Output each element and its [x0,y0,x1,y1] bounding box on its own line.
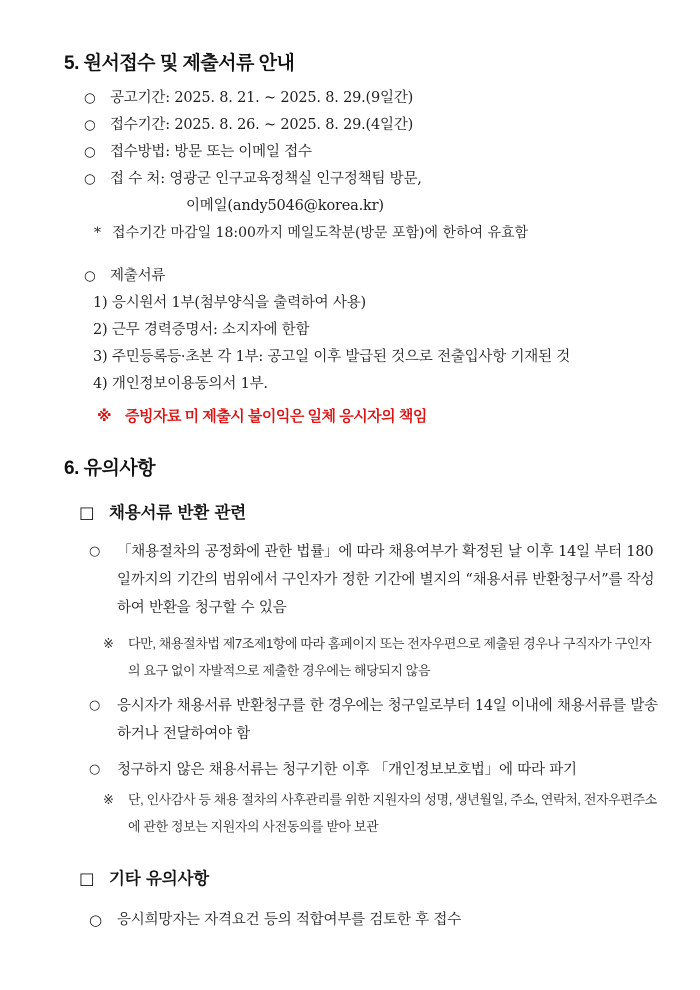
announcement-period-line [84,89,658,108]
destroy-docs-paragraph [89,756,658,784]
doc-item-1: 1) 응시원서 1부(첨부양식을 출력하여 사용) [93,295,366,311]
doc-item-4: 4) 개인정보이용동의서 1부. [93,376,268,392]
reference-mark: ※ [103,636,114,651]
destroy-docs-text: 청구하지 않은 채용서류는 청구기한 이후 「개인정보보호법」에 따라 파기 [117,762,577,778]
announcement-period-text: 공고기간: 2025. 8. 21. ~ 2025. 8. 29.(9일간) [110,90,414,106]
circle-bullet: ○ [89,911,102,929]
deadline-note-line [94,224,658,243]
deadline-note-text: 접수기간 마감일 18:00까지 메일도착분(방문 포함)에 한하여 유효함 [112,225,529,241]
reception-period-text: 접수기간: 2025. 8. 26. ~ 2025. 8. 29.(4일간) [110,117,414,133]
submit-docs-header [84,267,658,286]
return-law-text: 「채용절차의 공정화에 관한 법률」에 따라 채용여부가 확정된 날 이후 14일 부터 180일까지의 기간의 범위에서 구인자가 정한 기간에 별지의 “채용서류 반환청구서”를 작성하여 반환을 청구할 수 있음 [117,544,655,616]
return-request-text: 응시자가 채용서류 반환청구를 한 경우에는 청구일로부터 14일 이내에 채용서류를 발송하거나 전달하여야 함 [117,698,658,742]
return-request-paragraph [89,692,658,748]
evidence-warning-line [97,406,658,427]
doc-item-3: 3) 주민등록등·초본 각 1부: 공고일 이후 발급된 것으로 전출입사항 기재된 것 [93,349,571,365]
return-docs-subheader-text: 채용서류 반환 관련 [109,503,247,522]
return-exception-text: 다만, 채용절차법 제7조제1항에 따라 홈페이지 또는 전자우편으로 제출된 경우나 구직자가 구인자의 요구 없이 자발적으로 제출한 경우에는 해당되지 않음 [128,636,652,678]
section6-title: 6. 유의사항 [64,458,156,479]
circle-bullet: ○ [89,698,101,713]
reference-mark: ※ [103,792,114,807]
square-bullet: □ [79,869,95,888]
reception-method-line [84,143,658,162]
etc-notes-subheader-text: 기타 유의사항 [109,869,209,888]
circle-bullet: ○ [89,544,101,559]
return-law-paragraph [89,538,658,622]
applicant-check-text: 응시희망자는 자격요건 등의 적합여부를 검토한 후 접수 [117,912,462,928]
reception-place-text: 접 수 처: 영광군 인구교육정책실 인구정책팀 방문, [110,171,422,187]
submit-docs-header-text: 제출서류 [110,268,166,284]
doc-item-2: 2) 근무 경력증명서: 소지자에 한함 [93,322,310,338]
circle-bullet: ○ [84,171,96,187]
circle-bullet: ○ [84,144,96,160]
circle-bullet: ○ [84,117,96,133]
applicant-check-paragraph [89,906,658,934]
asterisk-marker: * [94,225,101,241]
reception-place-line [84,170,658,189]
return-exception-note [103,630,658,684]
circle-bullet: ○ [84,90,96,106]
retention-note [103,786,658,840]
return-docs-subheader [79,502,658,524]
square-bullet: □ [79,503,95,522]
evidence-warning-text: 증빙자료 미 제출시 불이익은 일체 응시자의 책임 [125,408,427,425]
circle-bullet: ○ [89,762,101,777]
circle-bullet: ○ [84,268,96,284]
reference-mark: ※ [97,408,112,425]
section5-title: 5. 원서접수 및 제출서류 안내 [64,53,295,74]
retention-note-text: 단, 인사감사 등 채용 절차의 사후관리를 위한 지원자의 성명, 생년월일, 주소, 연락처, 전자우편주소에 관한 정보는 지원자의 사전동의를 받아 보관 [128,792,657,834]
etc-notes-subheader [79,868,658,890]
reception-email-text: 이메일(andy5046@korea.kr) [186,198,384,214]
reception-method-text: 접수방법: 방문 또는 이메일 접수 [110,144,312,160]
reception-period-line [84,116,658,135]
